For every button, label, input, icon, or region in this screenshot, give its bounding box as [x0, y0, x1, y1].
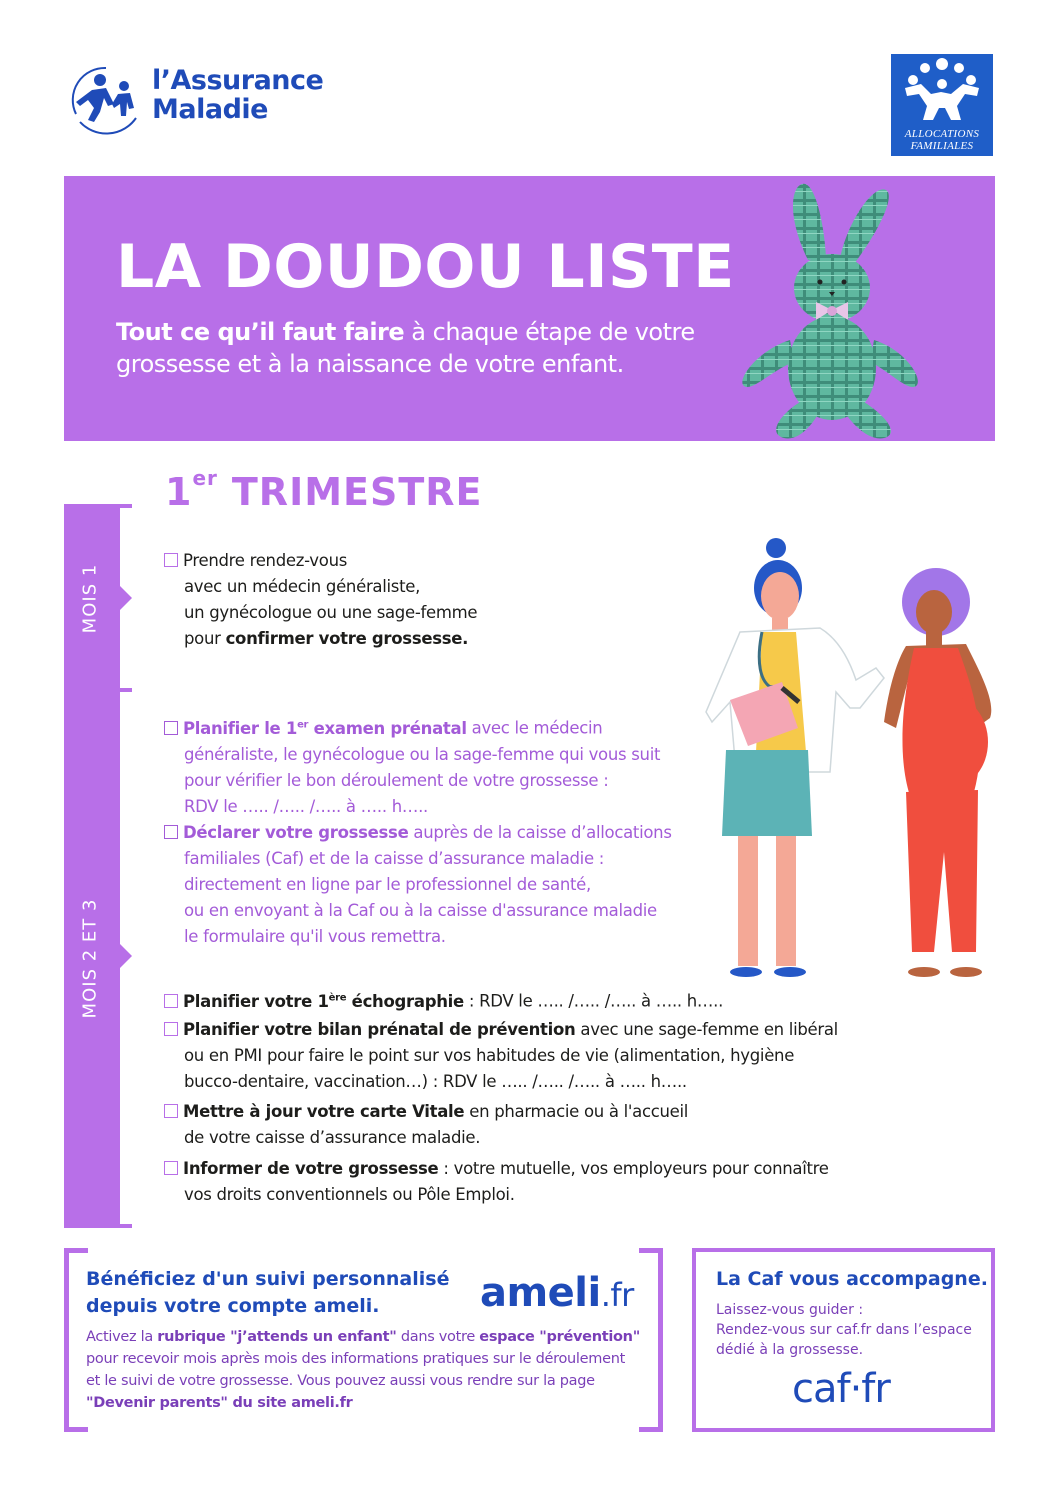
task-text: Prendre rendez-vous [183, 551, 348, 570]
checkbox[interactable] [164, 1022, 178, 1036]
month-label-1: MOIS 1 [79, 563, 101, 634]
notch-mois1 [116, 582, 132, 614]
caf-text: dédié à la grossesse. [716, 1342, 864, 1358]
checkbox[interactable] [164, 1104, 178, 1118]
trimester-number: 1 [165, 470, 193, 514]
task-text: un gynécologue ou une sage-femme [184, 603, 478, 622]
subtitle-rest: à chaque étape de votre [404, 318, 695, 346]
caf-box [692, 1248, 995, 1432]
task-bold-sup: ère [328, 992, 347, 1003]
task-bold: Planifier votre 1 [183, 991, 329, 1011]
ameli-logo[interactable] [480, 1270, 634, 1316]
ameli-bold: rubrique "j’attends un enfant" [157, 1329, 397, 1345]
task-text: : RDV le ….. /….. /….. à ….. h….. [463, 991, 724, 1011]
subtitle-bold: Tout ce qu’il faut faire [116, 318, 405, 346]
task-text: RDV le ….. /….. /….. à ….. h….. [184, 796, 428, 816]
task-text: bucco-dentaire, vaccination…) : RDV le ….. /….. /….. à ….. h….. [184, 1072, 687, 1091]
ameli-logo-suffix: .fr [600, 1276, 634, 1314]
task-text: auprès de la caisse d’allocations [408, 823, 672, 842]
task-bold: échographie [346, 991, 464, 1011]
caf-box-body [716, 1300, 972, 1360]
task-text: en pharmacie ou à l'accueil [464, 1102, 689, 1121]
task-bold-sup: er [297, 719, 309, 730]
task-carte-vitale [164, 1099, 688, 1151]
task-text: pour vérifier le bon déroulement de votre grossesse : [184, 770, 609, 790]
task-text: avec un médecin généraliste, [184, 577, 421, 596]
doctor-and-pregnant-woman-illustration [700, 532, 1020, 982]
ameli-bold: espace "prévention" [479, 1329, 640, 1345]
task-first-ultrasound [164, 985, 723, 1015]
assurance-maladie-line1: l’Assurance [152, 65, 324, 96]
assurance-maladie-line2: Maladie [152, 94, 268, 125]
task-text: de votre caisse d’assurance maladie. [184, 1128, 481, 1147]
checkbox[interactable] [164, 1161, 178, 1175]
task-text: le formulaire qu'il vous remettra. [184, 927, 446, 946]
task-bold: Planifier le 1 [183, 718, 298, 738]
task-first-prenatal-exam [164, 712, 660, 820]
assurance-maladie-logo [66, 60, 336, 136]
trimester-heading [165, 466, 483, 514]
checkbox[interactable] [164, 825, 178, 839]
bracket-bottom [116, 1224, 132, 1228]
ameli-box-title [86, 1266, 449, 1320]
ameli-text: et le suivi de votre grossesse. Vous pouvez aussi vous rendre sur la page [86, 1373, 595, 1389]
ameli-bold: "Devenir parents" du site ameli.fr [86, 1395, 353, 1411]
ameli-title-line2: depuis votre compte ameli. [86, 1295, 380, 1317]
task-text: vos droits conventionnels ou Pôle Emploi. [184, 1185, 515, 1204]
caf-box-title: La Caf vous accompagne. [716, 1268, 988, 1290]
ameli-title-line1: Bénéficiez d'un suivi personnalisé [86, 1268, 450, 1290]
task-bold: examen prénatal [308, 718, 467, 738]
ameli-text: pour recevoir mois après mois des informations pratiques sur le déroulement [86, 1351, 625, 1367]
checkbox[interactable] [164, 553, 178, 567]
page-title: LA DOUDOU LISTE [116, 232, 735, 302]
task-bold: Planifier votre bilan prénatal de prévention [183, 1020, 576, 1039]
task-text: directement en ligne par le professionnel de santé, [184, 875, 591, 894]
task-text: généraliste, le gynécologue ou la sage-femme qui vous suit [184, 744, 661, 764]
checkbox[interactable] [164, 721, 178, 735]
caf-fr-logo[interactable]: caf·fr [792, 1366, 890, 1412]
task-text: avec une sage-femme en libéral [575, 1020, 838, 1039]
plush-bunny-illustration [728, 180, 938, 442]
task-text: ou en envoyant à la Caf ou à la caisse d'assurance maladie [184, 901, 657, 920]
assurance-maladie-emblem-icon [66, 60, 150, 136]
task-text: ou en PMI pour faire le point sur vos habitudes de vie (alimentation, hygiène [184, 1046, 795, 1065]
notch-mois23 [116, 940, 132, 972]
task-text: pour [184, 629, 226, 648]
ameli-text: Activez la [86, 1329, 158, 1345]
ameli-box-body [86, 1326, 646, 1414]
caf-logo [891, 54, 993, 156]
task-inform-pregnancy [164, 1156, 829, 1208]
task-confirm-pregnancy [164, 548, 477, 652]
ameli-text: dans votre [396, 1329, 480, 1345]
header-banner [64, 176, 995, 441]
caf-family-figures-icon [891, 54, 993, 128]
checkbox[interactable] [164, 994, 178, 1008]
bracket-divider [116, 688, 132, 692]
task-declare-pregnancy [164, 820, 672, 950]
month-label-2-3: MOIS 2 ET 3 [79, 898, 101, 1019]
subtitle-line2: grossesse et à la naissance de votre enfant. [116, 350, 624, 378]
caf-text: Laissez-vous guider : [716, 1302, 864, 1318]
task-prenatal-prevention [164, 1017, 838, 1095]
caf-logo-line1: ALLOCATIONS [904, 128, 980, 140]
task-bold: Mettre à jour votre carte Vitale [183, 1102, 465, 1121]
ameli-logo-main: ameli [480, 1270, 601, 1316]
task-text: familiales (Caf) et de la caisse d’assurance maladie : [184, 849, 605, 868]
task-bold: Informer de votre grossesse [183, 1159, 439, 1178]
caf-logo-line2: FAMILIALES [910, 140, 974, 152]
task-text: : votre mutuelle, vos employeurs pour connaître [438, 1159, 829, 1178]
task-text: avec le médecin [466, 718, 603, 738]
trimester-label: TRIMESTRE [231, 470, 483, 514]
page-subtitle [116, 316, 736, 380]
caf-text: Rendez-vous sur caf.fr dans l’espace [716, 1322, 972, 1338]
trimester-suffix: er [192, 466, 218, 491]
task-bold: confirmer votre grossesse. [225, 629, 469, 648]
task-bold: Déclarer votre grossesse [183, 823, 409, 842]
